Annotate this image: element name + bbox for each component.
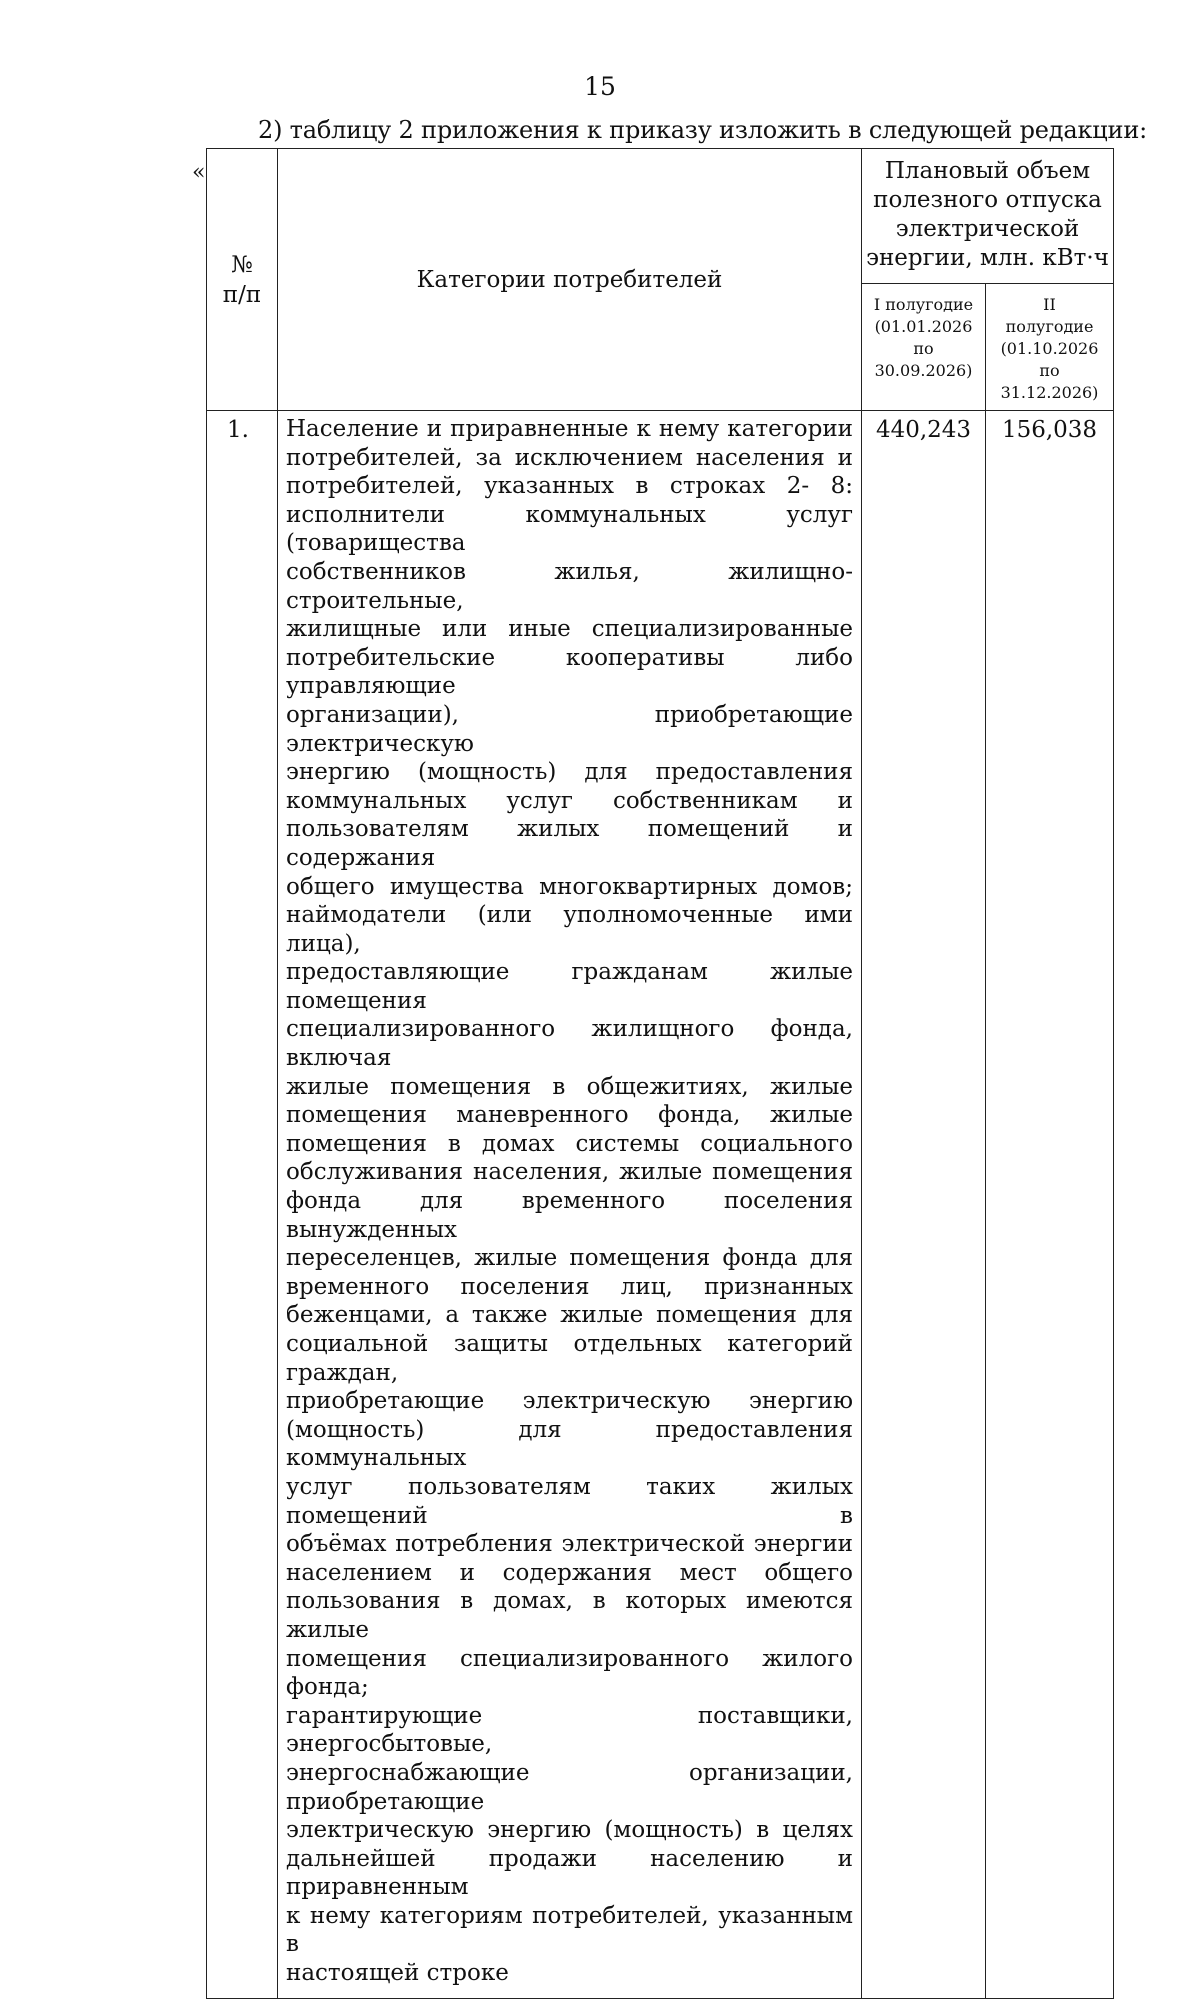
description-line: (мощность) для предоставления коммунальных [286, 1416, 853, 1472]
header-num-text: № п/п [222, 251, 262, 308]
description-line: услуг пользователям таких жилых помещений в [286, 1473, 853, 1529]
description-line: дальнейшей продажи населению и приравненным [286, 1845, 853, 1901]
description-line: наймодатели (или уполномоченные ими лица), [286, 902, 853, 957]
description-line: электрическую энергию (мощность) в целях [286, 1817, 853, 1844]
description-line: собственников жилья, жилищно-строительные, [286, 558, 853, 614]
table-header-row [207, 149, 1114, 284]
row-num: 1. [207, 411, 278, 1999]
description-line: энергию (мощность) для предоставления [286, 759, 853, 786]
header-volume: Плановый объем полезного отпуска электрической энергии, млн. кВт·ч [862, 149, 1114, 284]
description-line: объёмах потребления электрической энергии [286, 1531, 853, 1558]
page-number: 15 [584, 72, 616, 101]
description-line: настоящей строке [286, 1960, 509, 1987]
header-period-1 [862, 284, 986, 411]
header-category: Категории потребителей [278, 149, 862, 411]
description-line: энергоснабжающие организации, приобретающие [286, 1759, 853, 1815]
description-line: пользования в домах, в которых имеются жилые [286, 1588, 853, 1643]
description-line: обслуживания населения, жилые помещения [286, 1159, 853, 1186]
description-line: специализированного жилищного фонда, включая [286, 1016, 853, 1072]
description-line: пользователям жилых помещений и содержания [286, 816, 853, 871]
row-period-2-value: 156,038 [986, 411, 1114, 1999]
description-line: исполнители коммунальных услуг (товарищества [286, 501, 853, 557]
description-line: приобретающие электрическую энергию [286, 1388, 853, 1415]
header-period-1-text: I полугодие (01.01.2026 по 30.09.2026) [873, 295, 974, 380]
description-line: населением и содержания мест общего [286, 1559, 853, 1586]
description-line: беженцами, а также жилые помещения для [286, 1302, 853, 1329]
description-line: потребительские кооперативы либо управляющие [286, 644, 853, 700]
description-line: потребителей, указанных в строках 2- 8: [286, 473, 853, 500]
description-line: временного поселения лиц, признанных [286, 1273, 853, 1300]
description-line: помещения в домах системы социального [286, 1130, 853, 1157]
description-line: гарантирующие поставщики, энергосбытовые, [286, 1702, 853, 1758]
description-line: к нему категориям потребителей, указанным в [286, 1902, 853, 1958]
intro-text: 2) таблицу 2 приложения к приказу изложить в следующей редакции: [258, 116, 1148, 144]
row-description [278, 411, 862, 1999]
description-line: Население и приравненные к нему категории [286, 416, 853, 442]
consumption-table [206, 148, 1114, 1999]
opening-quote: « [192, 160, 206, 185]
description-line: помещения специализированного жилого фонда; [286, 1645, 853, 1701]
row-period-1-value: 440,243 [862, 411, 986, 1999]
description-line: социальной защиты отдельных категорий граждан, [286, 1331, 853, 1386]
description-line: коммунальных услуг собственникам и [286, 787, 853, 814]
description-line: жилищные или иные специализированные [286, 616, 853, 643]
description-line: организации), приобретающие электрическую [286, 701, 853, 757]
header-num [207, 149, 278, 411]
description-line: помещения маневренного фонда, жилые [286, 1102, 853, 1129]
description-line: потребителей, за исключением населения и [286, 444, 853, 471]
description-line: общего имущества многоквартирных домов; [286, 873, 853, 900]
table-row [207, 411, 1114, 1999]
header-period-2 [986, 284, 1114, 411]
description-line: жилые помещения в общежитиях, жилые [286, 1073, 853, 1100]
header-period-2-text: II полугодие (01.10.2026 по 31.12.2026) [1000, 295, 1099, 402]
description-line: фонда для временного поселения вынужденных [286, 1188, 853, 1243]
description-line: предоставляющие гражданам жилые помещения [286, 959, 853, 1014]
description-line: переселенцев, жилые помещения фонда для [286, 1245, 853, 1272]
